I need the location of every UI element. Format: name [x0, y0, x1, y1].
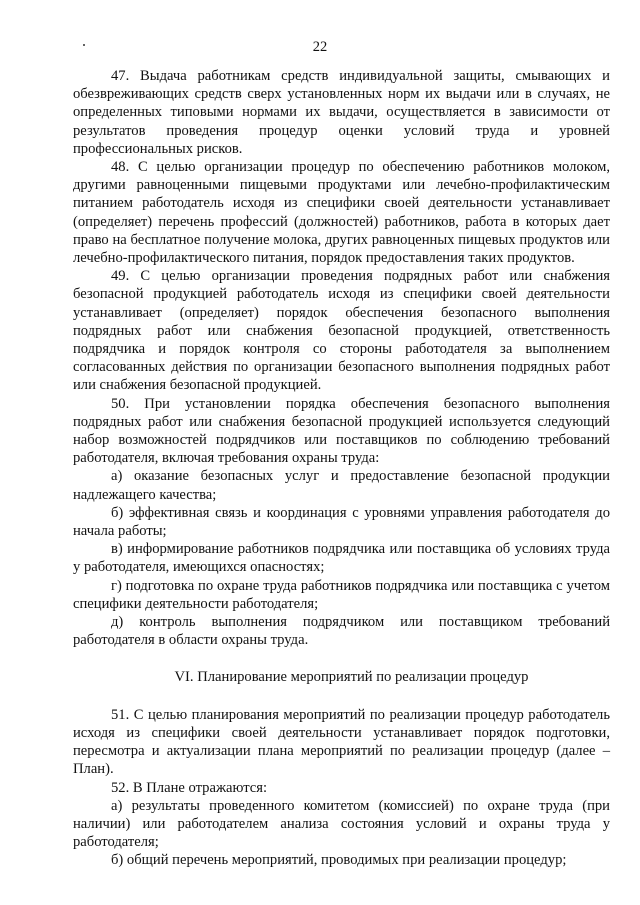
plan-item-b: б) общий перечень мероприятий, проводимых при реализации процедур;	[111, 852, 567, 869]
paragraph-52: 52. В Плане отражаются:	[111, 779, 268, 796]
plan-item-a: а) результаты проведенного комитетом (комиссией) по охране труда (при наличии) или работодателем анализа состояния условий и охраны труда у работодателя;	[73, 797, 610, 851]
paragraph-47: 47. Выдача работникам средств индивидуальной защиты, смывающих и обезвреживающих средств сверх установленных норм их выдачи или в случаях, не определенных типовыми нормами их выдачи, осуществляется в зависимости от результатов проведения процедур оценки условий труда и уровней профессиональных рисков.	[73, 68, 610, 157]
paragraph-49: 49. С целью организации проведения подрядных работ или снабжения безопасной продукцией работодатель исходя из специфики своей деятельности устанавливает (определяет) порядок обеспечения безопасного выполнения подрядных работ или снабжения безопасной продукцией, ответственность подрядчика и порядок контроля со стороны работодателя за выполнением согласованных действия по организации безопасного выполнения подрядных работ или снабжения безопасной продукцией.	[73, 268, 610, 394]
paragraph-48: 48. С целью организации процедур по обеспечению работников молоком, другими равноценными пищевыми продуктами или лечебно-профилактическим питанием работодатель исходя из специфики своей деятельности устанавливает (определяет) перечень профессий (должностей) работников, работа в которых дает право на бесплатное получение молока, других равноценных пищевых продуктов или лечебно-профилактического питания, порядок предоставления таких продуктов.	[73, 159, 610, 267]
paragraph-50: 50. При установлении порядка обеспечения безопасного выполнения подрядных работ или снабжения безопасной продукцией используется следующий набор возможностей подрядчиков или поставщиков по соблюдению требований работодателя, включая требования охраны труда:	[73, 395, 610, 467]
paragraph-51: 51. С целью планирования мероприятий по реализации процедур работодатель исходя из специфики своей деятельности устанавливает порядок подготовки, пересмотра и актуализации плана мероприятий по реализации процедур (далее – План).	[73, 706, 610, 778]
list-item-b: б) эффективная связь и координация с уровнями управления работодателя до начала работы;	[73, 504, 610, 540]
list-item-g: г) подготовка по охране труда работников подрядчика или поставщика с учетом специфики деятельности работодателя;	[73, 577, 610, 612]
list-item-d: д) контроль выполнения подрядчиком или поставщиком требований работодателя в области охраны труда.	[73, 614, 610, 649]
list-item-a: а) оказание безопасных услуг и предоставление безопасной продукции надлежащего качества;	[73, 468, 610, 503]
page-number: 22	[312, 39, 328, 55]
document-body	[73, 67, 610, 870]
list-item-v: в) информирование работников подрядчика или поставщика об условиях труда у работодателя, имеющихся опасностях;	[73, 541, 610, 576]
section-heading: VI. Планирование мероприятий по реализации процедур	[174, 668, 529, 685]
